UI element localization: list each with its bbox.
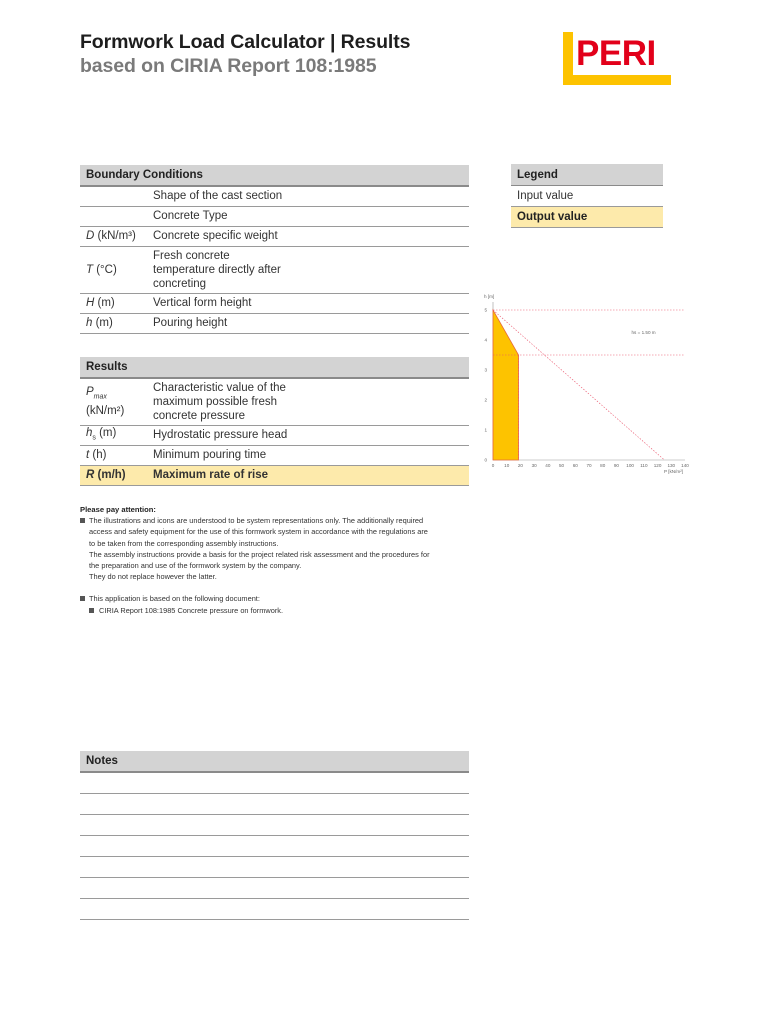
pressure-area [493,310,519,460]
x-tick-label: 110 [640,463,648,468]
x-tick-label: 60 [572,463,578,468]
results-heading: Results [80,357,469,378]
peri-logo: PERI [563,32,671,85]
legend-output: Output value [511,207,663,228]
legend-heading: Legend [511,164,663,186]
results-table [80,357,469,486]
table-row-output [80,465,469,485]
x-tick-label: 130 [667,463,676,468]
row-label: Concrete Type [147,206,469,226]
x-tick-label: 10 [504,463,510,468]
bullet-icon [89,608,94,613]
row-symbol: $h_s$ (m) [80,425,147,445]
row-symbol: H (m) [80,293,147,313]
row-label: Maximum rate of rise [147,465,469,485]
notice-item: The illustrations and icons are understood to be system representations only. The additionally required access and safety equipment for the use of this formwork system in accordance with the regulations are to be taken from the corresponding assembly instructions. The assembly instructions provide a basis for the project related risk assessment and the procedures for the preparation and use of the formwork system by the company. They do not replace however the latter. [80,515,480,582]
y-tick-label: 2 [484,397,487,403]
x-tick-label: 70 [586,463,592,468]
row-symbol: h (m) [80,313,147,333]
table-row [80,293,469,313]
row-label: Vertical form height [147,293,469,313]
y-tick-label: 0 [484,457,487,463]
page-subtitle: based on CIRIA Report 108:1985 [80,55,377,77]
x-tick-label: 0 [491,463,495,468]
boundary-conditions-table [80,165,469,334]
y-axis-label: h [m] [484,294,495,299]
row-label: Characteristic value of the maximum possible fresh concrete pressure [147,378,469,425]
table-row [80,226,469,246]
row-label: Fresh concrete temperature directly after concreting [147,246,469,293]
y-tick-label: 1 [484,427,487,433]
table-row [80,425,469,445]
table-row [80,445,469,465]
y-tick-label: 3 [484,367,487,373]
x-tick-label: 120 [653,463,662,468]
row-label: Shape of the cast section [147,186,469,206]
row-symbol: t (h) [80,445,147,465]
page-title: Formwork Load Calculator | Results [80,31,411,53]
y-tick-label: 5 [484,307,487,313]
x-axis-label: P [kN/m²] [663,469,683,474]
notes-heading: Notes [80,751,469,773]
bullet-icon [80,518,85,523]
notes-line[interactable] [80,815,469,836]
hs-annotation: hs = 1.50 m [631,330,656,335]
row-symbol: D (kN/m³) [80,226,147,246]
x-tick-label: 50 [559,463,565,468]
legend-input: Input value [511,186,663,207]
table-row [80,186,469,206]
x-tick-label: 100 [626,463,634,468]
notes-line[interactable] [80,878,469,899]
x-tick-label: 30 [531,463,537,468]
boundary-heading: Boundary Conditions [80,165,469,186]
row-label: Pouring height [147,313,469,333]
bullet-icon [80,596,85,601]
table-row [80,206,469,226]
notice-item: This application is based on the following document: [80,593,480,604]
row-symbol: R (m/h) [80,465,147,485]
table-row [80,246,469,293]
x-tick-label: 20 [517,463,523,468]
x-tick-label: 140 [681,463,689,468]
notes-line[interactable] [80,836,469,857]
table-row [80,313,469,333]
row-symbol: T (°C) [80,246,147,293]
notes-line[interactable] [80,794,469,815]
notes-line[interactable] [80,857,469,878]
y-tick-label: 4 [484,337,487,343]
notice-section [80,504,480,616]
notes-line[interactable] [80,899,469,920]
x-tick-label: 40 [545,463,551,468]
notice-heading: Please pay attention: [80,505,156,514]
pressure-chart [478,264,693,479]
table-row [80,378,469,425]
row-label: Hydrostatic pressure head [147,425,469,445]
x-tick-label: 80 [600,463,606,468]
row-symbol: $P_{max}$ (kN/m²) [80,378,147,425]
legend-table [511,164,663,228]
notes-line[interactable] [80,773,469,794]
notice-subitem: CIRIA Report 108:1985 Concrete pressure on formwork. [80,605,480,616]
x-tick-label: 90 [613,463,619,468]
notes-section [80,751,469,920]
row-label: Concrete specific weight [147,226,469,246]
row-label: Minimum pouring time [147,445,469,465]
